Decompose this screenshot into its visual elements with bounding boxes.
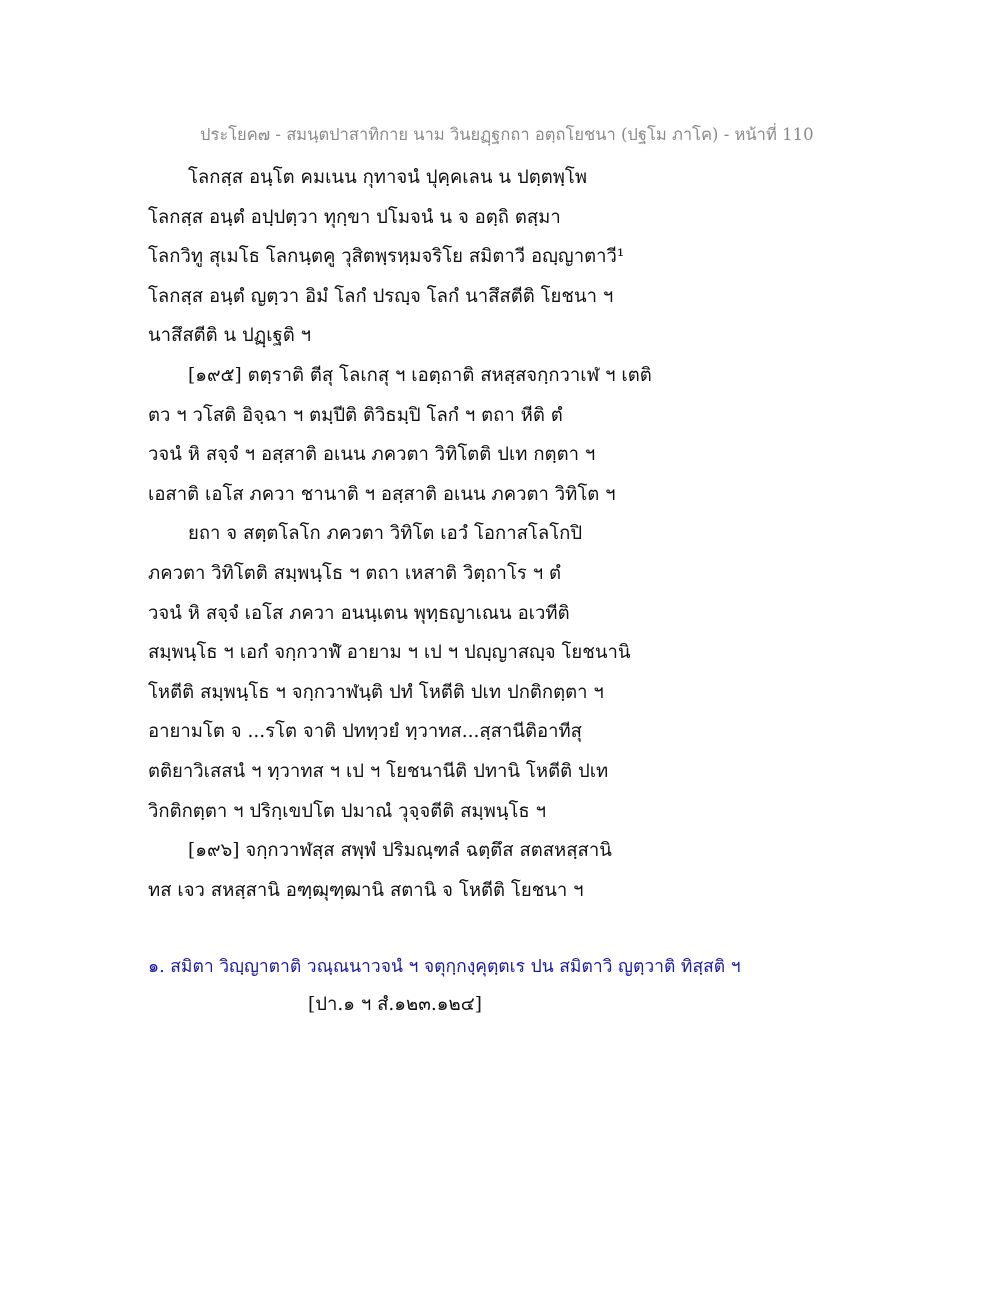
page-header: ประโยค๗ - สมนฺตปาสาทิกาย นาม วินยฏฺฐกถา อตฺถโยชนา (ปฐโม ภาโค) - หน้าที่ 110 [200, 125, 814, 144]
text-line: โลกสฺส อนฺโต คมเนน กุทาจนํ ปุคฺคเลน น ปตฺตพฺโพ [188, 167, 588, 188]
text-line: เอสาติ เอโส ภควา ชานาติ ฯ อสฺสาติ อเนน ภควตา วิทิโต ฯ [148, 483, 616, 505]
text-line: โลกสฺส อนฺตํ อปฺปตฺวา ทุกฺขา ปโมจนํ น จ อตฺถิ ตสฺมา [148, 206, 561, 228]
page-reference: [ปา.๑ ฯ สํ.๑๒๓.๑๒๔] [308, 994, 482, 1015]
text-line: สมฺพนฺโธ ฯ เอกํ จกฺกวาฬํ อายาม ฯ เป ฯ ปญฺญาสญฺจ โยชนานิ [148, 642, 631, 664]
text-line: ภควตา วิทิโตติ สมฺพนฺโธ ฯ ตถา เหสาติ วิตฺถาโร ฯ ตํ [148, 562, 561, 584]
text-line: นาสึสตีติ น ปฏฺเฐติ ฯ [148, 325, 312, 347]
text-line: วจนํ หิ สจฺจํ เอโส ภควา อนนฺเตน พุทฺธญาเณน อเวทีติ [148, 602, 570, 624]
text-line: [๑๙๕] ตตฺราติ ตีสุ โลเกสุ ฯ เอตฺถาติ สหสฺสจกฺกวาเฬ ฯ เตติ [188, 364, 652, 386]
text-line: โลกสฺส อนฺตํ ญตฺวา อิมํ โลกํ ปรญฺจ โลกํ นาสึสตีติ โยชนา ฯ [148, 285, 614, 307]
text-line: วิกติกตฺตา ฯ ปริกฺเขปโต ปมาณํ วุจฺจตีติ สมฺพนฺโธ ฯ [148, 800, 546, 822]
text-line: ทส เจว สหสฺสานิ อฑฺฒุฑฺฒานิ สตานิ จ โหตีติ โยชนา ฯ [148, 879, 584, 901]
text-line: ยถา จ สตฺตโลโก ภควตา วิทิโต เอวํ โอกาสโลโกปิ [188, 523, 583, 545]
text-line: อายามโต จ ...รโต จาติ ปททฺวยํ ทฺวาทส...สฺสานีติอาทีสุ [148, 721, 582, 743]
text-line: โหตีติ สมฺพนฺโธ ฯ จกฺกวาฬนฺติ ปทํ โหตีติ ปเท ปกติกตฺตา ฯ [148, 681, 604, 703]
text-line: ตติยาวิเสสนํ ฯ ทฺวาทส ฯ เป ฯ โยชนานีติ ปทานิ โหตีติ ปเท [148, 760, 609, 782]
text-line: ตว ฯ วโสติ อิจฺฉา ฯ ตมฺปีติ ติวิธมฺปิ โลกํ ฯ ตถา หีติ ตํ [148, 404, 563, 426]
text-line: วจนํ หิ สจฺจํ ฯ อสฺสาติ อเนน ภควตา วิทิโตติ ปเท กตฺตา ฯ [148, 444, 596, 466]
footnote: ๑. สมิตา วิญฺญาตาติ วณฺณนาวจนํ ฯ จตุกฺกงฺคุตฺตเร ปน สมิตาวิ ญตฺวาติ ทิสฺสติ ฯ [148, 957, 741, 977]
body-text [148, 158, 868, 910]
text-line: โลกวิทู สุเมโธ โลกนฺตคู วุสิตพฺรหฺมจริโย สมิตาวี อญฺญาตาวี¹ [148, 246, 625, 268]
text-line: [๑๙๖] จกฺกวาฬสฺส สพฺพํ ปริมณฺฑลํ ฉตฺตึส สตสหสฺสานิ [188, 840, 612, 862]
